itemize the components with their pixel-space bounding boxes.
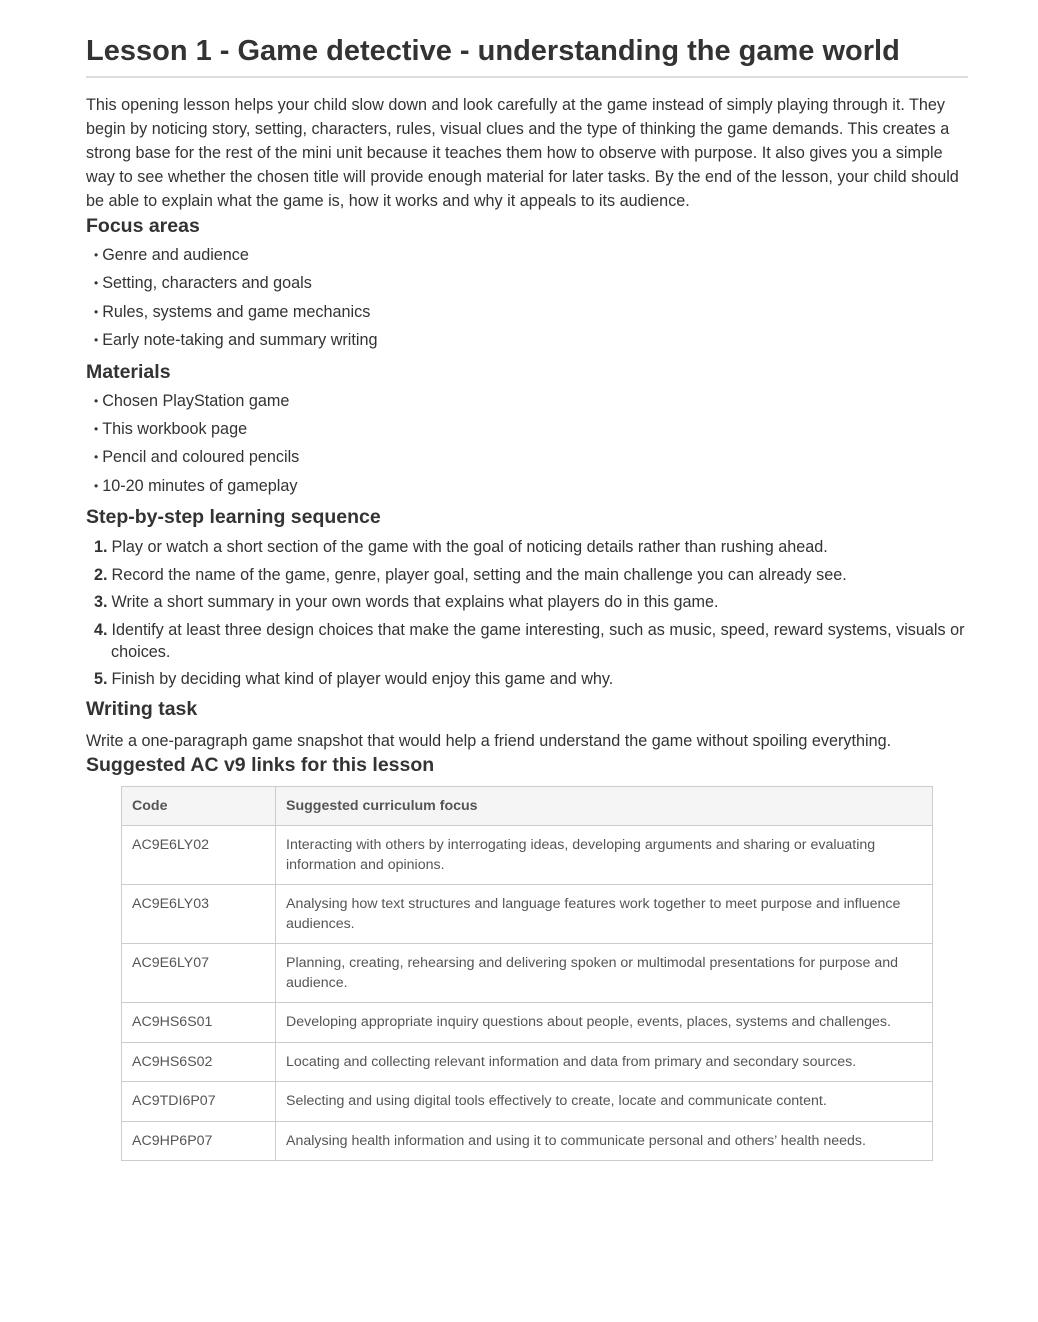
focus-areas-heading: Focus areas [86, 215, 200, 237]
list-item: • Pencil and coloured pencils [94, 447, 968, 468]
step-item [94, 619, 968, 663]
curriculum-code: AC9TDI6P07 [122, 1082, 276, 1122]
step-number: 4. [94, 620, 108, 639]
intro-paragraph: This opening lesson helps your child slow down and look carefully at the game instead of simply playing through it. They begin by noticing story, setting, characters, rules, visual clues and the type of thinking the game demands. This creates a strong base for the rest of the mini unit because it teaches them how to observe with purpose. It also gives you a simple way to see whether the chosen title will provide enough material for later tasks. By the end of the lesson, your child should be able to explain what the game is, how it works and why it appeals to its audience. [86, 96, 959, 210]
step-text: Write a short summary in your own words that explains what players do in this game. [111, 593, 719, 612]
table-header-row [122, 786, 933, 826]
step-number: 2. [94, 565, 108, 584]
step-item [94, 536, 968, 558]
curriculum-focus: Locating and collecting relevant information and data from primary and secondary sources. [276, 1042, 933, 1082]
curriculum-focus: Planning, creating, rehearsing and delivering spoken or multimodal presentations for purpose and audience. [276, 944, 933, 1003]
list-item: • 10-20 minutes of gameplay [94, 476, 968, 497]
list-item: • Genre and audience [94, 245, 968, 266]
materials-list [86, 391, 968, 497]
curriculum-code: AC9HP6P07 [122, 1121, 276, 1161]
curriculum-focus: Analysing how text structures and language features work together to meet purpose and influence audiences. [276, 885, 933, 944]
step-text: Finish by deciding what kind of player would enjoy this game and why. [111, 670, 614, 689]
step-text: Play or watch a short section of the game with the goal of noticing details rather than rushing ahead. [111, 538, 828, 557]
step-item [94, 564, 968, 586]
table-row [122, 1042, 933, 1082]
learning-sequence-list [86, 536, 968, 690]
curriculum-code: AC9E6LY07 [122, 944, 276, 1003]
curriculum-links-heading: Suggested AC v9 links for this lesson [86, 753, 435, 776]
curriculum-focus: Developing appropriate inquiry questions about people, events, places, systems and challenges. [276, 1003, 933, 1043]
list-item: • Early note-taking and summary writing [94, 330, 968, 351]
list-item: • Rules, systems and game mechanics [94, 302, 968, 323]
table-row [122, 1121, 933, 1161]
table-row [122, 1003, 933, 1043]
focus-areas-list [86, 245, 968, 351]
table-row [122, 826, 933, 885]
list-item: • Setting, characters and goals [94, 273, 968, 294]
step-text: Identify at least three design choices that make the game interesting, such as music, speed, reward systems, visuals or choices. [111, 620, 965, 661]
step-item [94, 591, 968, 613]
curriculum-focus: Selecting and using digital tools effectively to create, locate and communicate content. [276, 1082, 933, 1122]
writing-task-heading: Writing task [86, 697, 198, 720]
step-number: 1. [94, 538, 108, 557]
table-row [122, 1082, 933, 1122]
table-row [122, 885, 933, 944]
list-item: • This workbook page [94, 419, 968, 440]
writing-task-text: Write a one-paragraph game snapshot that would help a friend understand the game without spoiling everything. [86, 731, 892, 750]
page-title: Lesson 1 - Game detective - understanding the game world [86, 30, 968, 78]
curriculum-code: AC9E6LY03 [122, 885, 276, 944]
column-header-code: Code [122, 786, 276, 826]
step-item [94, 668, 968, 690]
step-number: 5. [94, 670, 108, 689]
list-item: • Chosen PlayStation game [94, 391, 968, 412]
curriculum-code: AC9HS6S01 [122, 1003, 276, 1043]
step-number: 3. [94, 593, 108, 612]
table-row [122, 944, 933, 1003]
learning-sequence-heading: Step-by-step learning sequence [86, 506, 381, 529]
curriculum-focus: Interacting with others by interrogating ideas, developing arguments and sharing or evaluating information and opinions. [276, 826, 933, 885]
curriculum-code: AC9E6LY02 [122, 826, 276, 885]
curriculum-focus: Analysing health information and using it to communicate personal and others’ health needs. [276, 1121, 933, 1161]
column-header-focus: Suggested curriculum focus [276, 786, 933, 826]
curriculum-links-table [121, 786, 933, 1162]
curriculum-code: AC9HS6S02 [122, 1042, 276, 1082]
materials-heading: Materials [86, 360, 171, 383]
step-text: Record the name of the game, genre, player goal, setting and the main challenge you can already see. [111, 565, 847, 584]
